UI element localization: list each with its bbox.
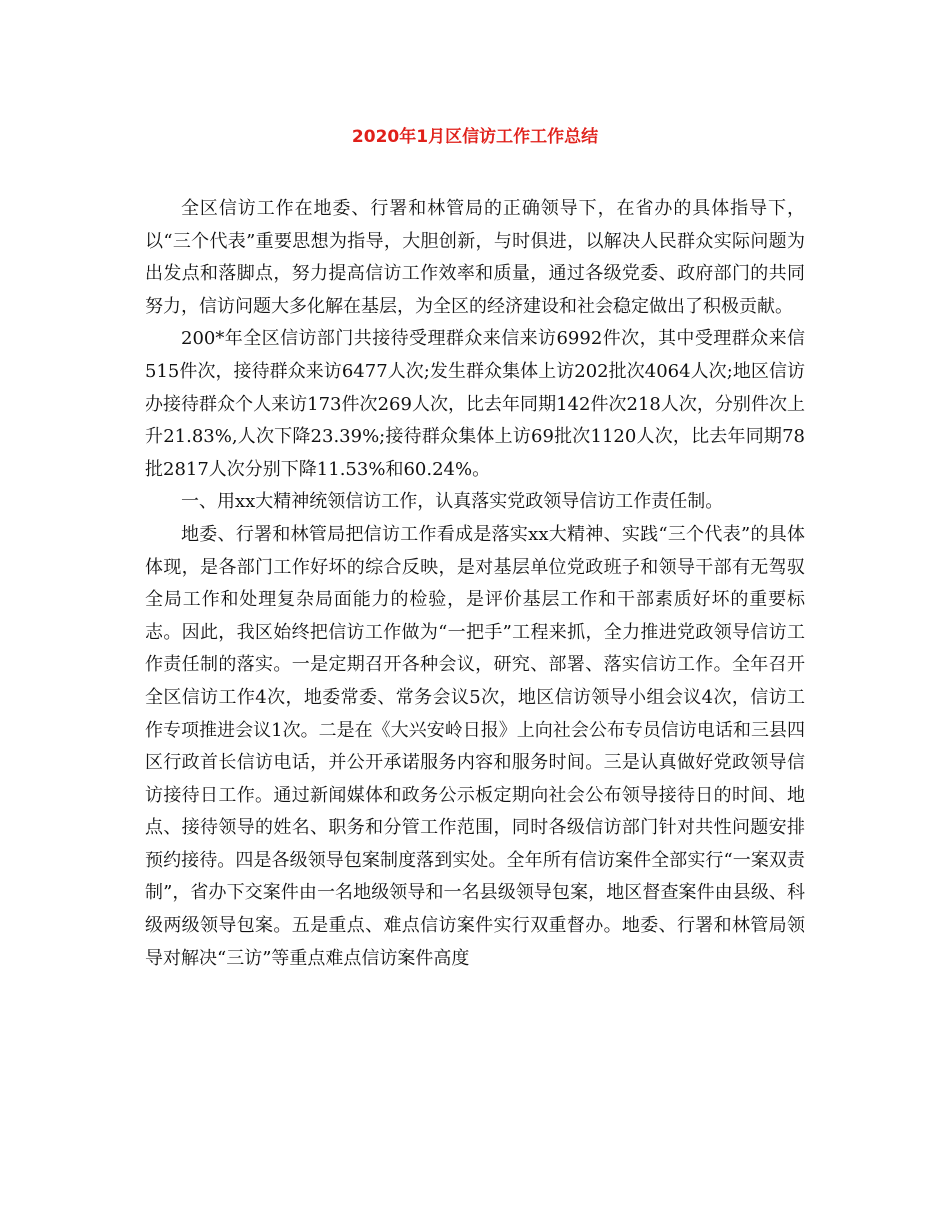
- paragraph-responsibility: 地委、行署和林管局把信访工作看成是落实xx大精神、实践“三个代表”的具体体现，是各部门工作好坏的综合反映，是对基层单位党政班子和领导干部有无驾驭全局工作和处理复杂局面能力的检验，是评价基层工作和干部素质好坏的重要标志。因此，我区始终把信访工作做为“一把手”工程来抓，全力推进党政领导信访工作责任制的落实。一是定期召开各种会议，研究、部署、落实信访工作。全年召开全区信访工作4次，地委常委、常务会议5次，地区信访领导小组会议4次，信访工作专项推进会议1次。二是在《大兴安岭日报》上向社会公布专员信访电话和三县四区行政首长信访电话，并公开承诺服务内容和服务时间。三是认真做好党政领导信访接待日工作。通过新闻媒体和政务公示板定期向社会公布领导接待日的时间、地点、接待领导的姓名、职务和分管工作范围，同时各级信访部门针对共性问题安排预约接待。四是各级领导包案制度落到实处。全年所有信访案件全部实行“一案双责制”，省办下交案件由一名地级领导和一名县级领导包案，地区督查案件由县级、科级两级领导包案。五是重点、难点信访案件实行双重督办。地委、行署和林管局领导对解决“三访”等重点难点信访案件高度: [145, 523, 805, 969]
- paragraph-intro: 全区信访工作在地委、行署和林管局的正确领导下，在省办的具体指导下，以“三个代表”重要思想为指导，大胆创新，与时俱进，以解决人民群众实际问题为出发点和落脚点，努力提高信访工作效率和质量，通过各级党委、政府部门的共同努力，信访问题大多化解在基层，为全区的经济建设和社会稳定做出了积极贡献。: [145, 198, 805, 317]
- section-heading-1: 一、用xx大精神统领信访工作，认真落实党政领导信访工作责任制。: [181, 491, 724, 513]
- paragraph-statistics: 200*年全区信访部门共接待受理群众来信来访6992件次，其中受理群众来信515件次，接待群众来访6477人次;发生群众集体上访202批次4064人次;地区信访办接待群众个人来访173件次269人次，比去年同期142件次218人次，分别件次上升21.83%,人次下降23.39%;接待群众集体上访69批次1120人次，比去年同期78批2817人次分别下降11.53%和60.24%。: [145, 328, 805, 480]
- document-title: 2020年1月区信访工作工作总结: [351, 127, 599, 147]
- document-body: [145, 193, 805, 975]
